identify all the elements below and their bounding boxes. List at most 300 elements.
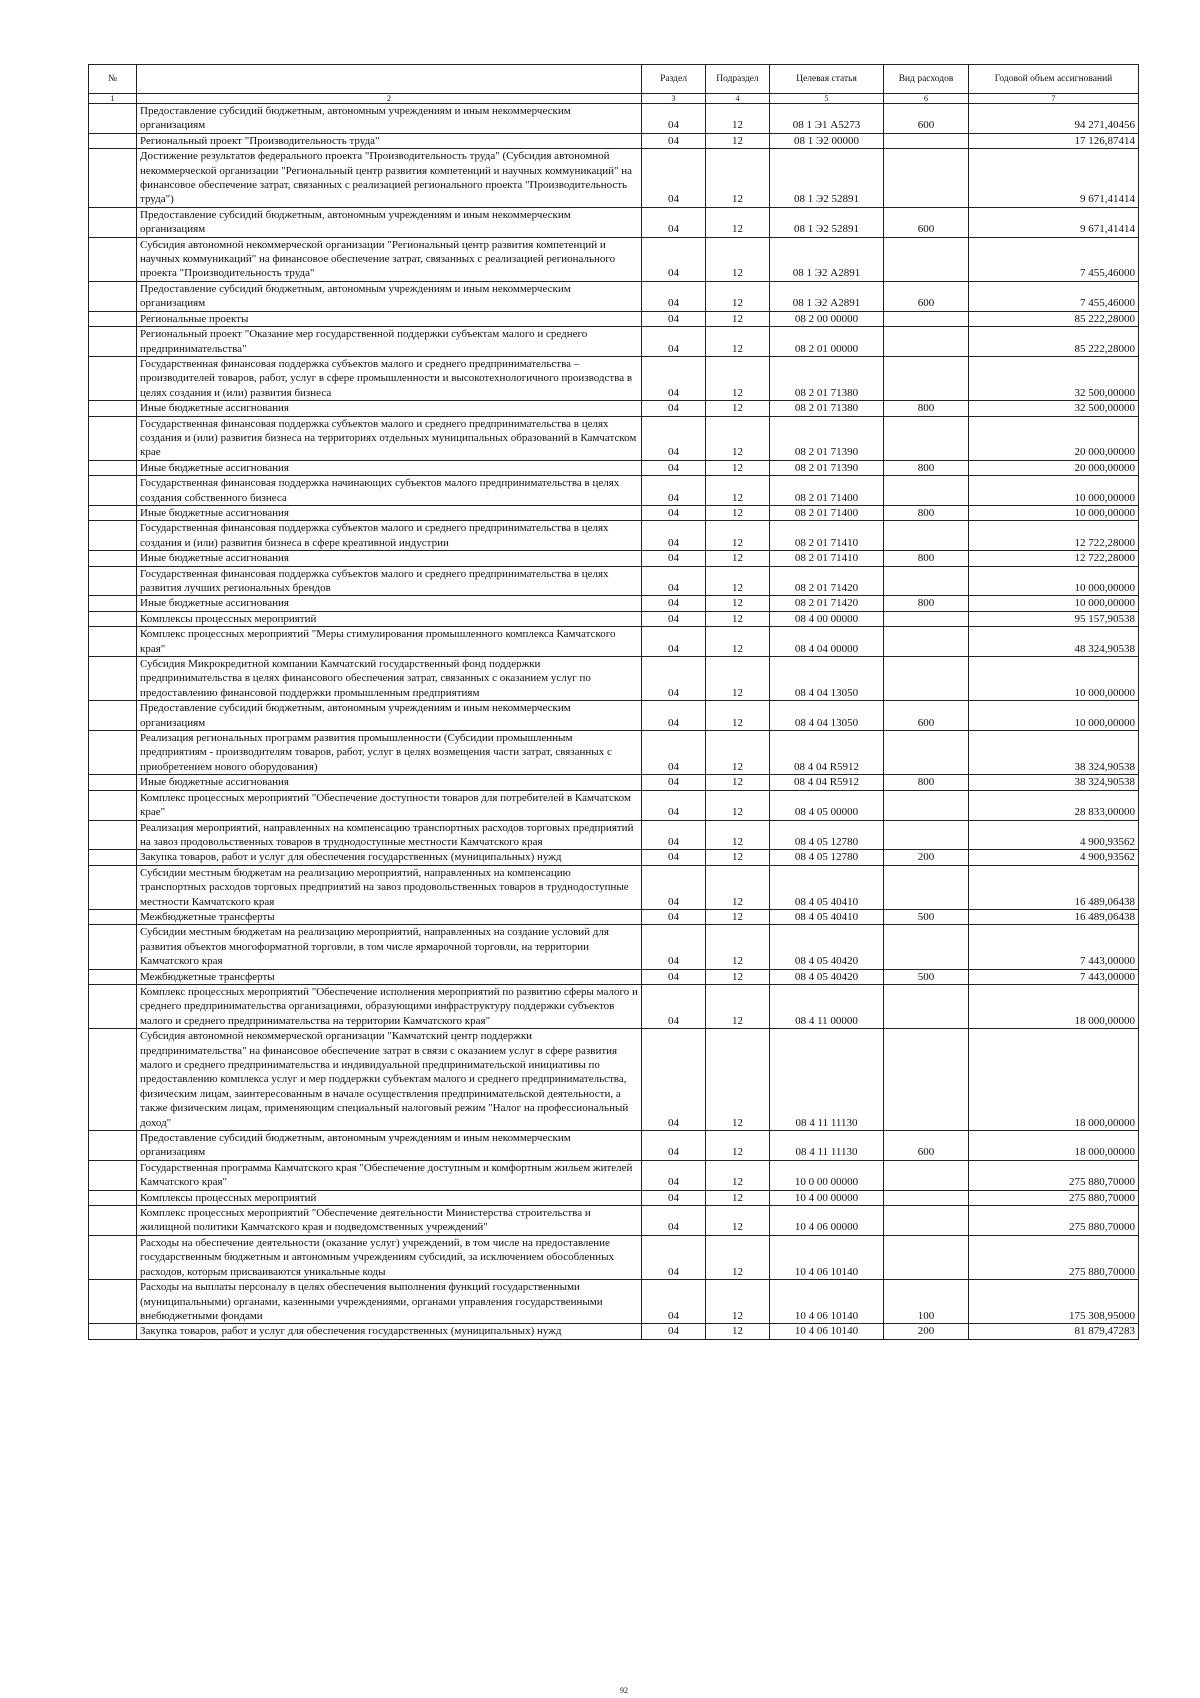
cell-name: Предоставление субсидий бюджетным, автономным учреждениям и иным некоммерческим организациям: [137, 207, 642, 237]
cell-amount: 275 880,70000: [969, 1206, 1139, 1236]
header-podrazdel: Подраздел: [706, 65, 770, 94]
cell-razdel: 04: [642, 701, 706, 731]
cell-num: [89, 790, 137, 820]
cell-razdel: 04: [642, 1029, 706, 1131]
table-row: [89, 969, 1139, 984]
cell-name: Межбюджетные трансферты: [137, 969, 642, 984]
cell-num: [89, 850, 137, 865]
cell-razdel: 04: [642, 356, 706, 400]
cell-razdel: 04: [642, 281, 706, 311]
cell-num: [89, 969, 137, 984]
cell-expense-type: 600: [884, 701, 969, 731]
cell-amount: 85 222,28000: [969, 327, 1139, 357]
cell-podrazdel: 12: [706, 731, 770, 775]
cell-target-article: 08 2 01 71400: [770, 505, 884, 520]
cell-name: Достижение результатов федерального проекта "Производительность труда" (Субсидия автономной некоммерческой организации "Региональный центр развития компетенций и научных коммуникаций" на финансовое обеспечение затрат, связанных с реализацией регионального проекта "Производительность труда"): [137, 149, 642, 208]
cell-name: Иные бюджетные ассигнования: [137, 596, 642, 611]
cell-podrazdel: 12: [706, 521, 770, 551]
cell-name: Государственная финансовая поддержка субъектов малого и среднего предпринимательства в целях создания и (или) развития бизнеса на территориях отдельных муниципальных образований в Камчатском крае: [137, 416, 642, 460]
cell-num: [89, 1235, 137, 1279]
cell-num: [89, 356, 137, 400]
cell-expense-type: [884, 731, 969, 775]
cell-podrazdel: 12: [706, 401, 770, 416]
table-row: [89, 207, 1139, 237]
cell-target-article: 10 4 06 00000: [770, 1206, 884, 1236]
cell-expense-type: [884, 865, 969, 909]
cell-razdel: 04: [642, 790, 706, 820]
cell-razdel: 04: [642, 566, 706, 596]
table-row: [89, 1280, 1139, 1324]
cell-razdel: 04: [642, 551, 706, 566]
cell-target-article: 10 4 06 10140: [770, 1280, 884, 1324]
table-header-row: [89, 65, 1139, 94]
cell-amount: 4 900,93562: [969, 820, 1139, 850]
cell-amount: 12 722,28000: [969, 551, 1139, 566]
cell-expense-type: [884, 566, 969, 596]
cell-num: [89, 1280, 137, 1324]
table-row: [89, 909, 1139, 924]
cell-target-article: 08 2 01 71420: [770, 596, 884, 611]
table-row: [89, 701, 1139, 731]
cell-razdel: 04: [642, 521, 706, 551]
cell-podrazdel: 12: [706, 775, 770, 790]
cell-amount: 7 455,46000: [969, 281, 1139, 311]
cell-target-article: 08 4 05 40410: [770, 865, 884, 909]
cell-num: [89, 237, 137, 281]
cell-podrazdel: 12: [706, 1029, 770, 1131]
cell-target-article: 08 2 01 71380: [770, 356, 884, 400]
cell-expense-type: 500: [884, 969, 969, 984]
cell-target-article: 08 4 11 11130: [770, 1029, 884, 1131]
cell-podrazdel: 12: [706, 925, 770, 969]
table-row: [89, 611, 1139, 626]
cell-podrazdel: 12: [706, 1235, 770, 1279]
table-row: [89, 850, 1139, 865]
cell-expense-type: [884, 237, 969, 281]
column-number-row: [89, 94, 1139, 104]
cell-name: Региональный проект "Оказание мер государственной поддержки субъектам малого и среднего предпринимательства": [137, 327, 642, 357]
cell-num: [89, 1206, 137, 1236]
cell-expense-type: [884, 1160, 969, 1190]
cell-razdel: 04: [642, 1280, 706, 1324]
cell-amount: 48 324,90538: [969, 627, 1139, 657]
budget-allocation-table: [88, 64, 1139, 1340]
cell-num: [89, 1131, 137, 1161]
cell-razdel: 04: [642, 104, 706, 134]
cell-expense-type: 600: [884, 1131, 969, 1161]
cell-razdel: 04: [642, 1324, 706, 1339]
cell-target-article: 08 4 05 00000: [770, 790, 884, 820]
cell-num: [89, 775, 137, 790]
cell-name: Субсидия автономной некоммерческой организации "Камчатский центр поддержки предпринимательства" на финансовое обеспечение затрат в связи с оказанием услуг в сфере развития малого и среднего предпринимательства и индивидуальной предпринимательской инициативы по предоставлению комплекса услуг и мер поддержки субъектам малого и среднего предпринимательства, физическим лицам, заинтересованным в начале осуществления предпринимательской деятельности, а также физическим лицам, применяющим специальный налоговый режим "Налог на профессиональный доход": [137, 1029, 642, 1131]
cell-razdel: 04: [642, 401, 706, 416]
cell-name: Субсидии местным бюджетам на реализацию мероприятий, направленных на компенсацию транспортных расходов торговых предприятий на завоз продовольственных товаров в труднодоступные местности Камчатского края: [137, 865, 642, 909]
cell-num: [89, 149, 137, 208]
cell-podrazdel: 12: [706, 207, 770, 237]
cell-amount: 9 671,41414: [969, 149, 1139, 208]
cell-num: [89, 133, 137, 148]
column-number: 5: [770, 94, 884, 104]
cell-target-article: 08 4 04 13050: [770, 657, 884, 701]
cell-expense-type: [884, 416, 969, 460]
cell-podrazdel: 12: [706, 1324, 770, 1339]
cell-amount: 10 000,00000: [969, 701, 1139, 731]
cell-amount: 7 443,00000: [969, 969, 1139, 984]
cell-amount: 16 489,06438: [969, 909, 1139, 924]
cell-target-article: 08 1 Э2 А2891: [770, 237, 884, 281]
table-row: [89, 476, 1139, 506]
cell-podrazdel: 12: [706, 820, 770, 850]
cell-num: [89, 909, 137, 924]
cell-podrazdel: 12: [706, 984, 770, 1028]
cell-num: [89, 627, 137, 657]
table-body: [89, 104, 1139, 1340]
cell-amount: 9 671,41414: [969, 207, 1139, 237]
cell-amount: 18 000,00000: [969, 1029, 1139, 1131]
cell-expense-type: [884, 984, 969, 1028]
cell-num: [89, 596, 137, 611]
table-row: [89, 1324, 1139, 1339]
cell-razdel: 04: [642, 657, 706, 701]
cell-num: [89, 731, 137, 775]
table-row: [89, 281, 1139, 311]
cell-target-article: 08 4 04 13050: [770, 701, 884, 731]
table-row: [89, 149, 1139, 208]
cell-num: [89, 281, 137, 311]
table-row: [89, 104, 1139, 134]
cell-num: [89, 1190, 137, 1205]
cell-podrazdel: 12: [706, 1131, 770, 1161]
cell-name: Иные бюджетные ассигнования: [137, 551, 642, 566]
table-row: [89, 1131, 1139, 1161]
table-row: [89, 865, 1139, 909]
cell-target-article: 08 4 00 00000: [770, 611, 884, 626]
column-number: 3: [642, 94, 706, 104]
cell-amount: 95 157,90538: [969, 611, 1139, 626]
cell-target-article: 08 4 05 40410: [770, 909, 884, 924]
table-row: [89, 925, 1139, 969]
cell-razdel: 04: [642, 596, 706, 611]
cell-target-article: 08 4 11 11130: [770, 1131, 884, 1161]
cell-razdel: 04: [642, 149, 706, 208]
cell-expense-type: 800: [884, 505, 969, 520]
cell-amount: 38 324,90538: [969, 775, 1139, 790]
cell-num: [89, 701, 137, 731]
cell-amount: 275 880,70000: [969, 1235, 1139, 1279]
cell-name: Государственная программа Камчатского края "Обеспечение доступным и комфортным жильем жителей Камчатского края": [137, 1160, 642, 1190]
cell-razdel: 04: [642, 1235, 706, 1279]
cell-num: [89, 207, 137, 237]
cell-amount: 10 000,00000: [969, 596, 1139, 611]
cell-expense-type: 600: [884, 207, 969, 237]
cell-podrazdel: 12: [706, 476, 770, 506]
cell-num: [89, 1324, 137, 1339]
table-row: [89, 1235, 1139, 1279]
cell-name: Реализация мероприятий, направленных на компенсацию транспортных расходов торговых предприятий на завоз продовольственных товаров в труднодоступные местности Камчатского края: [137, 820, 642, 850]
cell-amount: 7 443,00000: [969, 925, 1139, 969]
cell-num: [89, 476, 137, 506]
cell-expense-type: [884, 1190, 969, 1205]
cell-target-article: 08 2 01 71380: [770, 401, 884, 416]
cell-razdel: 04: [642, 1160, 706, 1190]
cell-num: [89, 416, 137, 460]
cell-name: Субсидии местным бюджетам на реализацию мероприятий, направленных на создание условий для развития объектов многоформатной торговли, в том числе ярмарочной торговли, на территории Камчатского края: [137, 925, 642, 969]
cell-expense-type: [884, 820, 969, 850]
cell-razdel: 04: [642, 237, 706, 281]
cell-expense-type: [884, 356, 969, 400]
cell-podrazdel: 12: [706, 327, 770, 357]
table-row: [89, 133, 1139, 148]
table-row: [89, 416, 1139, 460]
cell-amount: 28 833,00000: [969, 790, 1139, 820]
cell-target-article: 08 4 04 R5912: [770, 775, 884, 790]
cell-amount: 18 000,00000: [969, 984, 1139, 1028]
cell-razdel: 04: [642, 984, 706, 1028]
cell-name: Закупка товаров, работ и услуг для обеспечения государственных (муниципальных) нужд: [137, 850, 642, 865]
cell-amount: 32 500,00000: [969, 401, 1139, 416]
table-row: [89, 731, 1139, 775]
table-row: [89, 775, 1139, 790]
cell-num: [89, 521, 137, 551]
cell-razdel: 04: [642, 311, 706, 326]
cell-razdel: 04: [642, 775, 706, 790]
table-row: [89, 790, 1139, 820]
cell-expense-type: [884, 133, 969, 148]
cell-expense-type: [884, 627, 969, 657]
cell-expense-type: 600: [884, 104, 969, 134]
cell-podrazdel: 12: [706, 657, 770, 701]
cell-expense-type: 500: [884, 909, 969, 924]
cell-razdel: 04: [642, 611, 706, 626]
cell-num: [89, 925, 137, 969]
cell-name: Иные бюджетные ассигнования: [137, 401, 642, 416]
cell-target-article: 10 4 06 10140: [770, 1235, 884, 1279]
cell-target-article: 08 4 05 40420: [770, 925, 884, 969]
cell-target-article: 08 2 01 00000: [770, 327, 884, 357]
cell-target-article: 08 1 Э1 А5273: [770, 104, 884, 134]
cell-num: [89, 820, 137, 850]
table-row: [89, 1190, 1139, 1205]
cell-target-article: 10 4 00 00000: [770, 1190, 884, 1205]
cell-podrazdel: 12: [706, 311, 770, 326]
cell-target-article: 10 4 06 10140: [770, 1324, 884, 1339]
table-row: [89, 1029, 1139, 1131]
cell-target-article: 08 1 Э2 52891: [770, 149, 884, 208]
cell-amount: 20 000,00000: [969, 416, 1139, 460]
cell-name: Предоставление субсидий бюджетным, автономным учреждениям и иным некоммерческим организациям: [137, 281, 642, 311]
cell-podrazdel: 12: [706, 104, 770, 134]
header-razdel: Раздел: [642, 65, 706, 94]
cell-podrazdel: 12: [706, 1280, 770, 1324]
column-number: 2: [137, 94, 642, 104]
cell-name: Предоставление субсидий бюджетным, автономным учреждениям и иным некоммерческим организациям: [137, 104, 642, 134]
cell-amount: 12 722,28000: [969, 521, 1139, 551]
column-number: 1: [89, 94, 137, 104]
cell-amount: 7 455,46000: [969, 237, 1139, 281]
cell-amount: 10 000,00000: [969, 657, 1139, 701]
cell-expense-type: [884, 1206, 969, 1236]
cell-expense-type: 200: [884, 850, 969, 865]
table-row: [89, 984, 1139, 1028]
cell-amount: 175 308,95000: [969, 1280, 1139, 1324]
cell-razdel: 04: [642, 1190, 706, 1205]
cell-expense-type: 800: [884, 401, 969, 416]
cell-amount: 10 000,00000: [969, 505, 1139, 520]
cell-podrazdel: 12: [706, 909, 770, 924]
cell-num: [89, 327, 137, 357]
cell-amount: 81 879,47283: [969, 1324, 1139, 1339]
cell-expense-type: 800: [884, 596, 969, 611]
cell-razdel: 04: [642, 207, 706, 237]
cell-num: [89, 401, 137, 416]
cell-num: [89, 984, 137, 1028]
cell-expense-type: [884, 1235, 969, 1279]
cell-razdel: 04: [642, 731, 706, 775]
cell-podrazdel: 12: [706, 969, 770, 984]
cell-target-article: 08 1 Э2 А2891: [770, 281, 884, 311]
cell-amount: 38 324,90538: [969, 731, 1139, 775]
cell-name: Расходы на выплаты персоналу в целях обеспечения выполнения функций государственными (муниципальными) органами, казенными учреждениями, органами управления государственными внебюджетными фондами: [137, 1280, 642, 1324]
table-row: [89, 596, 1139, 611]
cell-podrazdel: 12: [706, 416, 770, 460]
cell-expense-type: 800: [884, 775, 969, 790]
header-expense-type: Вид расходов: [884, 65, 969, 94]
cell-razdel: 04: [642, 627, 706, 657]
cell-num: [89, 1029, 137, 1131]
cell-target-article: 08 4 04 R5912: [770, 731, 884, 775]
table-row: [89, 820, 1139, 850]
cell-name: Предоставление субсидий бюджетным, автономным учреждениям и иным некоммерческим организациям: [137, 1131, 642, 1161]
cell-num: [89, 611, 137, 626]
cell-razdel: 04: [642, 327, 706, 357]
cell-name: Иные бюджетные ассигнования: [137, 505, 642, 520]
cell-name: Комплексы процессных мероприятий: [137, 1190, 642, 1205]
cell-amount: 275 880,70000: [969, 1160, 1139, 1190]
cell-expense-type: 200: [884, 1324, 969, 1339]
cell-razdel: 04: [642, 925, 706, 969]
cell-podrazdel: 12: [706, 281, 770, 311]
cell-podrazdel: 12: [706, 850, 770, 865]
table-row: [89, 566, 1139, 596]
cell-target-article: 08 2 01 71420: [770, 566, 884, 596]
cell-expense-type: [884, 149, 969, 208]
cell-target-article: 08 2 01 71390: [770, 416, 884, 460]
cell-name: Реализация региональных программ развития промышленности (Субсидии промышленным предприятиям - производителям товаров, работ, услуг в целях возмещения части затрат, связанных с приобретением нового оборудования): [137, 731, 642, 775]
cell-amount: 10 000,00000: [969, 476, 1139, 506]
cell-name: Межбюджетные трансферты: [137, 909, 642, 924]
cell-name: Иные бюджетные ассигнования: [137, 460, 642, 475]
cell-podrazdel: 12: [706, 596, 770, 611]
cell-podrazdel: 12: [706, 701, 770, 731]
cell-razdel: 04: [642, 850, 706, 865]
cell-name: Комплекс процессных мероприятий "Обеспечение деятельности Министерства строительства и жилищной политики Камчатского края и подведомственных учреждений": [137, 1206, 642, 1236]
cell-podrazdel: 12: [706, 237, 770, 281]
cell-num: [89, 657, 137, 701]
cell-razdel: 04: [642, 969, 706, 984]
cell-target-article: 08 4 04 00000: [770, 627, 884, 657]
table-row: [89, 657, 1139, 701]
cell-expense-type: 100: [884, 1280, 969, 1324]
cell-expense-type: [884, 925, 969, 969]
header-name: [137, 65, 642, 94]
cell-target-article: 08 2 00 00000: [770, 311, 884, 326]
table-row: [89, 505, 1139, 520]
table-row: [89, 627, 1139, 657]
cell-amount: 16 489,06438: [969, 865, 1139, 909]
cell-podrazdel: 12: [706, 505, 770, 520]
cell-expense-type: [884, 476, 969, 506]
cell-podrazdel: 12: [706, 1190, 770, 1205]
cell-num: [89, 505, 137, 520]
table-row: [89, 401, 1139, 416]
column-number: 7: [969, 94, 1139, 104]
cell-target-article: 08 1 Э2 52891: [770, 207, 884, 237]
cell-amount: 275 880,70000: [969, 1190, 1139, 1205]
table-row: [89, 311, 1139, 326]
cell-name: Государственная финансовая поддержка начинающих субъектов малого предпринимательства в целях создания собственного бизнеса: [137, 476, 642, 506]
cell-name: Комплекс процессных мероприятий "Меры стимулирования промышленного комплекса Камчатского края": [137, 627, 642, 657]
cell-name: Субсидия автономной некоммерческой организации "Региональный центр развития компетенций и научных коммуникаций" на финансовое обеспечение затрат, связанных с реализацией регионального проекта "Производительность труда": [137, 237, 642, 281]
table-row: [89, 1160, 1139, 1190]
table-row: [89, 327, 1139, 357]
cell-name: Закупка товаров, работ и услуг для обеспечения государственных (муниципальных) нужд: [137, 1324, 642, 1339]
page-number: 92: [620, 1686, 628, 1695]
cell-num: [89, 1160, 137, 1190]
cell-expense-type: [884, 1029, 969, 1131]
cell-razdel: 04: [642, 460, 706, 475]
cell-razdel: 04: [642, 1206, 706, 1236]
column-number: 4: [706, 94, 770, 104]
header-target-article: Целевая статья: [770, 65, 884, 94]
cell-expense-type: 800: [884, 460, 969, 475]
cell-podrazdel: 12: [706, 611, 770, 626]
cell-target-article: 08 2 01 71390: [770, 460, 884, 475]
table-row: [89, 1206, 1139, 1236]
cell-num: [89, 104, 137, 134]
cell-podrazdel: 12: [706, 1206, 770, 1236]
cell-num: [89, 865, 137, 909]
cell-target-article: 08 1 Э2 00000: [770, 133, 884, 148]
cell-num: [89, 460, 137, 475]
cell-razdel: 04: [642, 133, 706, 148]
cell-expense-type: 600: [884, 281, 969, 311]
cell-target-article: 08 4 05 12780: [770, 820, 884, 850]
cell-podrazdel: 12: [706, 566, 770, 596]
cell-amount: 20 000,00000: [969, 460, 1139, 475]
cell-target-article: 10 0 00 00000: [770, 1160, 884, 1190]
cell-razdel: 04: [642, 865, 706, 909]
cell-razdel: 04: [642, 820, 706, 850]
cell-amount: 10 000,00000: [969, 566, 1139, 596]
cell-razdel: 04: [642, 1131, 706, 1161]
cell-podrazdel: 12: [706, 149, 770, 208]
table-row: [89, 460, 1139, 475]
cell-razdel: 04: [642, 909, 706, 924]
cell-expense-type: [884, 327, 969, 357]
cell-podrazdel: 12: [706, 1160, 770, 1190]
cell-expense-type: [884, 521, 969, 551]
cell-target-article: 08 4 05 40420: [770, 969, 884, 984]
cell-name: Государственная финансовая поддержка субъектов малого и среднего предпринимательства в целях создания и (или) развития бизнеса в сфере креативной индустрии: [137, 521, 642, 551]
cell-expense-type: [884, 611, 969, 626]
cell-razdel: 04: [642, 476, 706, 506]
cell-expense-type: [884, 790, 969, 820]
cell-amount: 17 126,87414: [969, 133, 1139, 148]
cell-podrazdel: 12: [706, 551, 770, 566]
cell-target-article: 08 2 01 71410: [770, 521, 884, 551]
cell-num: [89, 311, 137, 326]
cell-name: Предоставление субсидий бюджетным, автономным учреждениям и иным некоммерческим организациям: [137, 701, 642, 731]
